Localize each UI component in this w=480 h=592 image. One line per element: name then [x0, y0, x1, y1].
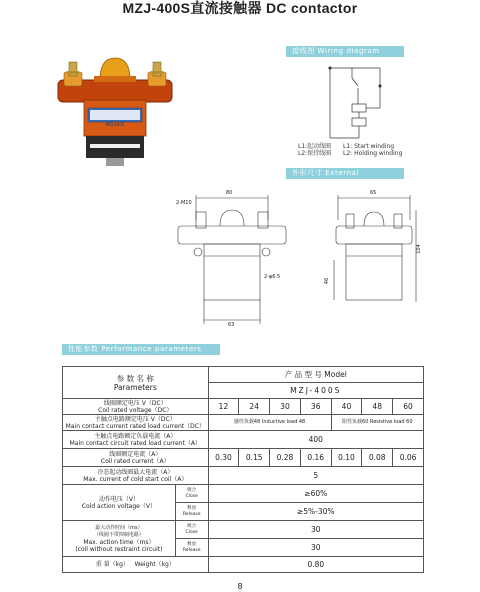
cold-current-en: Max. current of cold start coil（A）	[83, 475, 188, 483]
product-photo	[50, 44, 180, 169]
page-number: 8	[237, 582, 243, 591]
release-label	[175, 503, 208, 521]
action-time-label	[63, 521, 176, 557]
model-value: MZJ-400S	[208, 383, 423, 399]
main-current-cn: 主触点电路额定负载电流（A）	[94, 432, 177, 440]
action-voltage-label	[63, 485, 176, 521]
weight-label	[63, 557, 209, 573]
table-row	[63, 467, 424, 485]
load-resistive: 阻性负载60 Resistive load 60	[331, 415, 423, 431]
main-voltage-label	[63, 415, 209, 431]
voltage-cell: 36	[300, 399, 331, 415]
close-cn: 吸合	[187, 524, 197, 529]
load-inductive: 感性负载48 Inductive load 48	[208, 415, 331, 431]
dim-side-top: 65	[370, 190, 377, 196]
main-voltage-cn: 主触点电路额定电压 V（DC）	[94, 415, 176, 423]
coil-voltage-en: Coil rated voltage（DC）	[98, 406, 173, 414]
action-voltage-en: Cold action voltage（V）	[81, 502, 156, 510]
wiring-section-bar: 接线图 Wiring diagram	[286, 46, 404, 57]
voltage-cell: 60	[393, 399, 424, 415]
voltage-cell: 12	[208, 399, 239, 415]
table-row	[63, 415, 424, 431]
close-cn: 吸合	[187, 488, 197, 493]
close-label	[175, 521, 208, 539]
release-en: Release	[182, 511, 201, 517]
relay-nameplate: MZJ-400S	[105, 122, 125, 127]
dim-mount-holes: 2-φ6.5	[264, 274, 281, 280]
dim-base-width: 63	[228, 322, 235, 328]
dim-width-top: 80	[226, 190, 233, 196]
action-time-en1: Max. action time（ms）	[83, 538, 155, 546]
release-en: Release	[182, 547, 201, 553]
performance-table	[62, 366, 424, 573]
dim-screw-left: 2-M10	[176, 200, 192, 206]
action-time-cn1: 最大动作时间（ms）	[95, 524, 143, 531]
close-label	[175, 485, 208, 503]
weight-value: 0.80	[208, 557, 423, 573]
table-row	[63, 431, 424, 449]
coil-current-cell: 0.06	[393, 449, 424, 467]
main-current-value: 400	[208, 431, 423, 449]
main-current-en: Main contact circuit rated load current（A）	[69, 439, 201, 447]
param-header-cn: 参 数 名 称	[116, 373, 154, 383]
coil-current-cell: 0.10	[331, 449, 362, 467]
coil-current-label	[63, 449, 209, 467]
action-voltage-close: ≥60%	[208, 485, 423, 503]
legend-l2-cn: L2:保持线圈	[298, 150, 332, 157]
coil-current-cell: 0.15	[239, 449, 270, 467]
table-row	[63, 449, 424, 467]
action-voltage-release: ≥5%-30%	[208, 503, 423, 521]
coil-voltage-cn: 线圈额定电压 V（DC）	[103, 399, 167, 407]
legend-l1-cn: L1:起动线圈	[298, 143, 332, 150]
wiring-legend-en	[343, 143, 413, 157]
release-cn: 释放	[187, 506, 197, 511]
table-row	[63, 521, 424, 539]
close-en: Close	[185, 529, 198, 535]
side-view-drawing	[324, 190, 425, 320]
coil-voltage-label	[63, 399, 209, 415]
voltage-cell: 48	[362, 399, 393, 415]
table-row	[63, 367, 424, 383]
action-voltage-cn: 动作电压（V）	[98, 495, 139, 503]
dim-height-total: 104	[415, 244, 422, 254]
close-en: Close	[185, 493, 198, 499]
cold-current-label	[63, 467, 209, 485]
weight-en: Weight（kg）	[134, 561, 175, 568]
table-row	[63, 485, 424, 503]
wiring-schematic	[322, 64, 388, 142]
coil-current-en: Coil rated current（A）	[100, 457, 170, 465]
front-view-lines	[168, 190, 298, 330]
front-view-drawing	[168, 190, 298, 330]
voltage-cell: 40	[331, 399, 362, 415]
release-cn: 释放	[187, 542, 197, 547]
coil-current-cell: 0.16	[300, 449, 331, 467]
action-time-cn2: （线圈不带抑制电路）	[93, 531, 144, 538]
voltage-cell: 24	[239, 399, 270, 415]
wiring-legend-cn	[298, 143, 342, 157]
coil-current-cn: 线圈额定电流（A）	[109, 450, 162, 458]
dim-height-lower: 46	[324, 277, 331, 285]
coil-current-cell: 0.08	[362, 449, 393, 467]
release-label	[175, 539, 208, 557]
coil-current-cell: 0.30	[208, 449, 239, 467]
performance-section-bar: 性能参数 Performance parameters	[62, 344, 220, 355]
coil-current-cell: 0.28	[270, 449, 301, 467]
weight-cn: 重 量（kg）	[95, 561, 129, 568]
param-header	[63, 367, 209, 399]
main-current-label	[63, 431, 209, 449]
model-header: 产 品 型 号 Model	[208, 367, 423, 383]
cold-current-cn: 冷态起动线圈最大电流（A）	[97, 468, 174, 476]
action-time-release: 30	[208, 539, 423, 557]
dimensions-section-bar: 外形尺寸 External Dimensions	[286, 168, 404, 179]
legend-l2-en: L2: Holding winding	[343, 150, 403, 157]
relay-illustration	[50, 44, 180, 169]
legend-l1-en: L1: Start winding	[343, 143, 395, 150]
table-row	[63, 399, 424, 415]
action-time-en2: (coil without restraint circuit)	[75, 545, 163, 553]
param-header-en: Parameters	[113, 382, 157, 392]
side-view-lines	[330, 190, 425, 320]
main-voltage-en: Main contact current rated load current（DC）	[65, 422, 205, 430]
page-title: MZJ-400S直流接触器 DC contactor	[122, 0, 358, 16]
action-time-close: 30	[208, 521, 423, 539]
cold-current-value: 5	[208, 467, 423, 485]
table-row	[63, 557, 424, 573]
wiring-diagram	[322, 64, 388, 142]
voltage-cell: 30	[270, 399, 301, 415]
